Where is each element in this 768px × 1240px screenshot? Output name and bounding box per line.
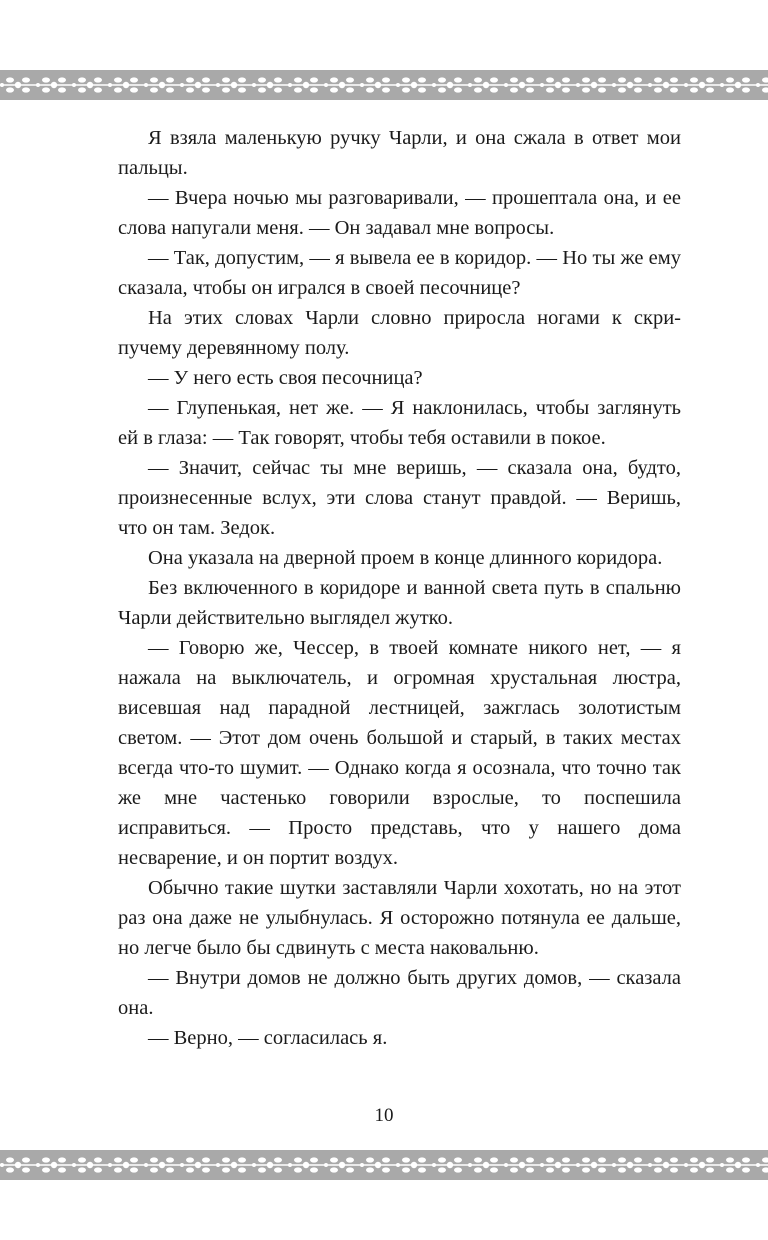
paragraph: Я взяла маленькую ручку Чарли, и она сжала в ответ мои пальцы. [118, 127, 681, 179]
bottom-ornamental-border [0, 1150, 768, 1180]
paragraph: Обычно такие шутки заставляли Чарли хохотать, но на этот раз она даже не улыбнулась. Я осторожно потянула ее дальше, но легче было бы сдвинуть с места наковальню. [118, 877, 681, 959]
paragraph: — Вчера ночью мы разговаривали, — прошептала она, и ее слова напугали меня. — Он задавал мне вопросы. [118, 187, 681, 239]
top-flourish-ornament [0, 70, 768, 100]
paragraph: — Внутри домов не должно быть других домов, — сказала она. [118, 967, 681, 1019]
top-ornamental-border [0, 70, 768, 100]
body-text [118, 123, 681, 1053]
bottom-flourish-ornament [0, 1150, 768, 1180]
paragraph: На этих словах Чарли словно приросла ногами к скрипучему деревянному полу. [118, 307, 681, 359]
paragraph: — Глупенькая, нет же. — Я наклонилась, чтобы заглянуть ей в глаза: — Так говорят, чтобы тебя оставили в покое. [118, 397, 681, 449]
page-number: 10 [374, 1105, 394, 1126]
paragraph: — Так, допустим, — я вывела ее в коридор. — Но ты же ему сказала, чтобы он игрался в своей песочнице? [118, 247, 681, 299]
paragraph: — У него есть своя песочница? [148, 367, 423, 389]
paragraph: Без включенного в коридоре и ванной света путь в спальню Чарли действительно выглядел жутко. [118, 577, 681, 629]
paragraph: — Значит, сейчас ты мне веришь, — сказала она, будто, произнесенные вслух, эти слова станут правдой. — Веришь, что он там. Зедок. [118, 457, 681, 539]
paragraph: — Говорю же, Чессер, в твоей комнате никого нет, — я нажала на выключатель, и огромная хрустальная люстра, висевшая над парадной лестницей, зажглась золотистым светом. — Этот дом очень большой и старый, в таких местах всегда что-то шумит. — Однако когда я осознала, что точно так же мне частенько говорили взрослые, то поспешила исправиться. — Просто представь, что у нашего дома несварение, и он портит воздух. [118, 637, 681, 869]
paragraph: — Верно, — согласилась я. [148, 1027, 388, 1049]
paragraph: Она указала на дверной проем в конце длинного коридора. [148, 547, 663, 569]
